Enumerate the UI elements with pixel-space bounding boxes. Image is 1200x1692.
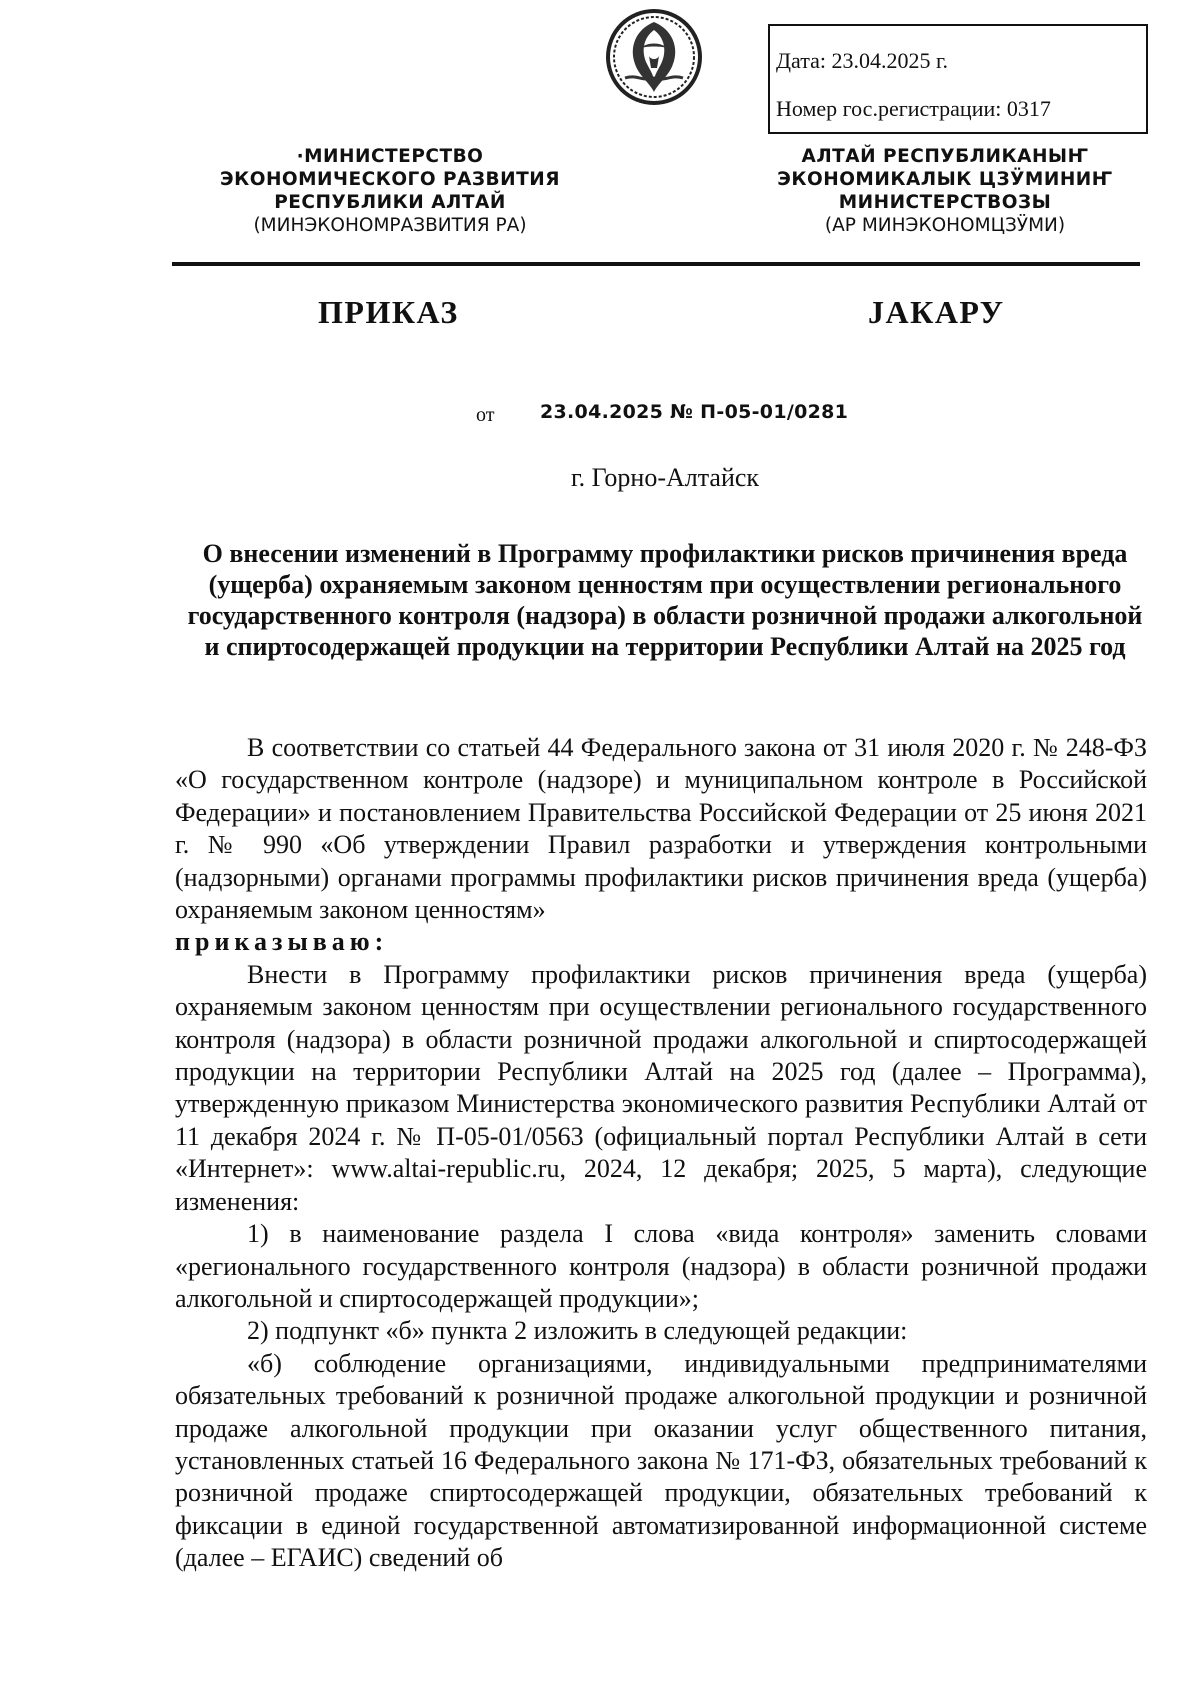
header-right-line3: МИНИСТЕРСТВОЗЫ	[838, 192, 1052, 213]
header-left-line2: ЭКОНОМИЧЕСКОГО РАЗВИТИЯ	[220, 169, 560, 190]
order-from-label: от	[476, 404, 495, 426]
order-title-russian: ПРИКАЗ	[318, 294, 459, 330]
coat-of-arms-emblem	[605, 8, 703, 106]
body-paragraph-amendment: Внести в Программу профилактики рисков причинения вреда (ущерба) охраняемым законом ценностям при осуществлении регионального государственного контроля (надзора) в области розничной продажи алкогольной и спиртосодержащей продукции на территории Республики Алтай на 2025 год (далее – Программа), утвержденную приказом Министерства экономического развития Республики Алтай от 11 декабря 2024 г. № П-05-01/0563 (официальный портал Республики Алтай в сети «Интернет»: www.altai-republic.ru, 2024, 12 декабря; 2025, 5 марта), следующие изменения:	[175, 959, 1147, 1216]
command-word: приказываю:	[175, 927, 389, 957]
stamp-registration-row	[776, 96, 1051, 122]
stamp-date-row	[776, 48, 948, 74]
header-left-line1: ·МИНИСТЕРСТВО	[296, 146, 484, 167]
body-paragraph-item2: 2) подпункт «б» пункта 2 изложить в следующей редакции:	[247, 1316, 908, 1346]
stamp-date-label: Дата:	[776, 48, 826, 73]
body-paragraph-preamble: В соответствии со статьей 44 Федерального закона от 31 июля 2020 г. № 248-ФЗ «О государственном контроле (надзоре) и муниципальном контроле в Российской Федерации» и постановлением Правительства Российской Федерации от 25 июня 2021 г. № 990 «Об утверждении Правил разработки и утверждения контрольными (надзорными) органами программы профилактики рисков причинения вреда (ущерба) охраняемым законом ценностям»	[175, 733, 1147, 925]
stamp-registration-label: Номер гос.регистрации:	[776, 96, 1002, 121]
order-city: г. Горно-Алтайск	[570, 463, 760, 492]
ministry-header-russian	[200, 145, 580, 237]
header-right-line1: АЛТАЙ РЕСПУБЛИКАНЫҤ	[801, 146, 1089, 167]
header-left-line4: (МИНЭКОНОМРАЗВИТИЯ РА)	[253, 215, 527, 236]
order-number: 23.04.2025 № П-05-01/0281	[540, 401, 849, 423]
stamp-date-value: 23.04.2025 г.	[831, 48, 949, 73]
body-paragraph-item1: 1) в наименование раздела I слова «вида контроля» заменить словами «регионального государственного контроля (надзора) в области розничной продажи алкогольной и спиртосодержащей продукции»;	[175, 1219, 1147, 1313]
registration-stamp	[768, 24, 1148, 134]
body-command	[175, 926, 1147, 958]
stamp-registration-value: 0317	[1006, 96, 1051, 121]
order-title-altai: JАКАРУ	[868, 294, 1005, 330]
ministry-header-altai	[755, 145, 1135, 237]
header-right-line4: (АР МИНЭКОНОМЦЗӰМИ)	[824, 215, 1066, 236]
body-paragraph-item2b: «б) соблюдение организациями, индивидуальными предпринимателями обязательных требований к розничной продаже алкогольной продукции и розничной продаже алкогольной продукции при оказании услуг общественного питания, установленных статьей 16 Федерального закона № 171-ФЗ, обязательных требований к розничной продаже спиртосодержащей продукции, обязательных требований к фиксации в единой государственной автоматизированной информационной системе (далее – ЕГАИС) сведений об	[175, 1348, 1147, 1573]
header-left-line3: РЕСПУБЛИКИ АЛТАЙ	[274, 192, 506, 213]
order-subject: О внесении изменений в Программу профилактики рисков причинения вреда (ущерба) охраняемым законом ценностям при осуществлении регионального государственного контроля (надзора) в области розничной продажи алкогольной и спиртосодержащей продукции на территории Республики Алтай на 2025 год	[187, 539, 1143, 661]
header-right-line2: ЭКОНОМИКАЛЫК ЦЗӰМИНИҤ	[777, 169, 1113, 190]
document-body	[175, 732, 1147, 1575]
header-divider	[172, 262, 1140, 266]
